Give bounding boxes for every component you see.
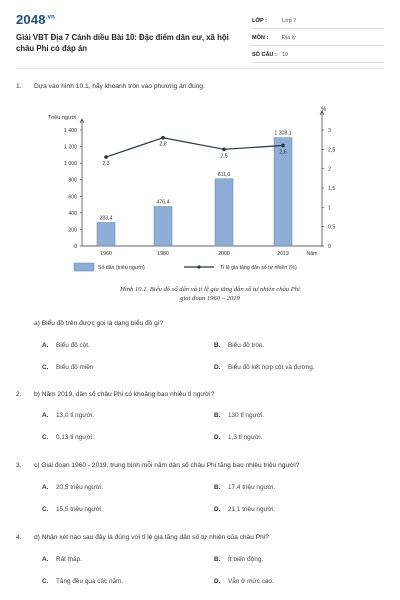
option-b-C[interactable]: C. 0,13 tỉ người. <box>42 434 94 441</box>
question-4: 4. d) Nhận xét nào sau đây là đúng với tỉ lệ gia tăng dân số tự nhiên của châu Phi? <box>16 534 269 541</box>
bar-label-1980: 476,4 <box>156 199 170 206</box>
option-b-A[interactable]: A. 13,0 tỉ người. <box>42 412 94 419</box>
bar-1960 <box>97 223 115 246</box>
option-d-C[interactable]: C. Tăng đều qua các năm. <box>42 578 124 585</box>
site-logo[interactable]: $2048^{.vn}$ <box>16 12 56 27</box>
x-tick-label: 2019 <box>277 251 289 257</box>
growth-rate-line <box>106 138 283 160</box>
y-left-tick-label: 1 400 <box>64 128 77 134</box>
growth-label-1960: 2,3 <box>102 161 110 168</box>
y-right-tick-label: 1,5 <box>328 186 336 192</box>
y-axis-left-label: Triệu người <box>48 115 77 121</box>
y-axis-right-line <box>320 111 324 246</box>
growth-point-1980 <box>161 136 165 140</box>
y-left-tick-label: 1 000 <box>64 161 77 168</box>
document-title: Giải VBT Địa 7 Cánh diều Bài 10: Đặc điểm dân cư, xã hội châu Phi có đáp án <box>16 33 229 53</box>
header-divider <box>16 68 384 69</box>
x-tick-label: 2000 <box>218 251 230 257</box>
option-d-B[interactable]: B. Ít biến động. <box>214 556 264 563</box>
meta-row-subject: MÔN : Địa lý <box>252 31 384 46</box>
y-right-tick-label: 2,5 <box>328 147 336 154</box>
x-tick-label: 1960 <box>100 251 112 257</box>
y-right-tick-label: 3 <box>328 128 331 134</box>
option-c-A[interactable]: A. 20,5 triệu người. <box>42 484 104 491</box>
meta-panel <box>252 14 384 65</box>
y-left-tick-label: 400 <box>68 210 77 217</box>
option-b-B[interactable]: B. 130 tỉ người. <box>214 412 265 419</box>
legend-line-dot <box>197 265 200 268</box>
x-tick-label: 1980 <box>157 251 169 257</box>
bar-label-1960: 283,4 <box>99 215 113 222</box>
y-right-tick-label: 0,5 <box>328 224 336 231</box>
option-a-C[interactable]: C. Biểu đồ miền <box>42 364 94 371</box>
question-a-text: a) Biểu đồ trên được gọi là dạng biểu đồ gì? <box>34 320 164 327</box>
bar-1980 <box>154 207 172 246</box>
option-c-D[interactable]: D. 21,1 triệu người. <box>214 506 276 513</box>
question-3: 3. c) Giai đoạn 1960 - 2019, trung bình mỗi năm dân số châu Phi tăng bao nhiêu triệu người? <box>16 462 300 469</box>
y-left-tick-label: 1 200 <box>64 144 77 151</box>
chart <box>0 98 400 318</box>
growth-point-2000 <box>222 148 226 152</box>
meta-row-class: LỚP : Lớp 7 <box>252 14 384 29</box>
chart-caption-line-2: giai đoạn 1960 – 2019 <box>180 295 240 302</box>
option-c-C[interactable]: C. 15,5 triệu người. <box>42 506 104 513</box>
option-a-D[interactable]: D. Biểu đồ kết hợp cột và đường. <box>214 364 315 371</box>
option-d-A[interactable]: A. Rất thấp. <box>42 556 82 563</box>
meta-row-count: SỐ CÂU : 10 <box>252 48 384 63</box>
bar-label-2000: 811,0 <box>217 171 231 178</box>
y-axis-left-line <box>80 119 84 246</box>
legend-line-label: Tỉ lệ gia tăng dân số tự nhiên (%) <box>220 265 297 271</box>
y-left-tick-label: 600 <box>68 194 77 201</box>
growth-label-1980: 2,8 <box>159 141 167 148</box>
combo-chart-svg <box>0 98 400 288</box>
option-b-D[interactable]: D. 1,3 tỉ người. <box>214 434 263 441</box>
y-right-tick-label: 2 <box>328 166 331 173</box>
option-a-B[interactable]: B. Biểu đồ tròn. <box>214 342 265 349</box>
option-c-B[interactable]: B. 17,4 triệu người. <box>214 484 276 491</box>
option-a-A[interactable]: A. Biểu đồ cột. <box>42 342 90 349</box>
bar-label-2019: 1 308,1 <box>274 130 292 137</box>
growth-label-2000: 2,5 <box>220 153 228 160</box>
chart-caption-line-1: Hình 10.1. Biểu đồ số dân và tỉ lệ gia tăng dân số tự nhiên châu Phi <box>120 286 300 293</box>
legend-bar-label: Số dân (triệu người) <box>98 265 145 271</box>
x-axis-unit: Năm <box>306 251 318 257</box>
option-d-D[interactable]: D. Vẫn ở mức cao. <box>214 578 274 585</box>
legend-bar-swatch <box>74 263 94 271</box>
y-left-tick-label: 800 <box>68 177 77 184</box>
growth-point-1960 <box>104 155 108 159</box>
question-2: 2. b) Năm 2019, dân số châu Phi có khoảng bao nhiêu tỉ người? <box>16 391 215 398</box>
growth-label-2019: 2,6 <box>279 149 287 156</box>
growth-point-2019 <box>281 144 285 148</box>
y-left-tick-label: 200 <box>68 227 77 234</box>
bar-2000 <box>215 179 233 246</box>
y-right-tick-label: 1 <box>328 205 331 212</box>
y-axis-right-label: % <box>321 107 327 113</box>
question-1: 1. Dựa vào hình 10.1, hãy khoanh tròn vào phương án đúng. <box>16 83 205 90</box>
y-left-tick-label: 0 <box>74 244 77 250</box>
y-right-tick-label: 0 <box>328 244 331 250</box>
